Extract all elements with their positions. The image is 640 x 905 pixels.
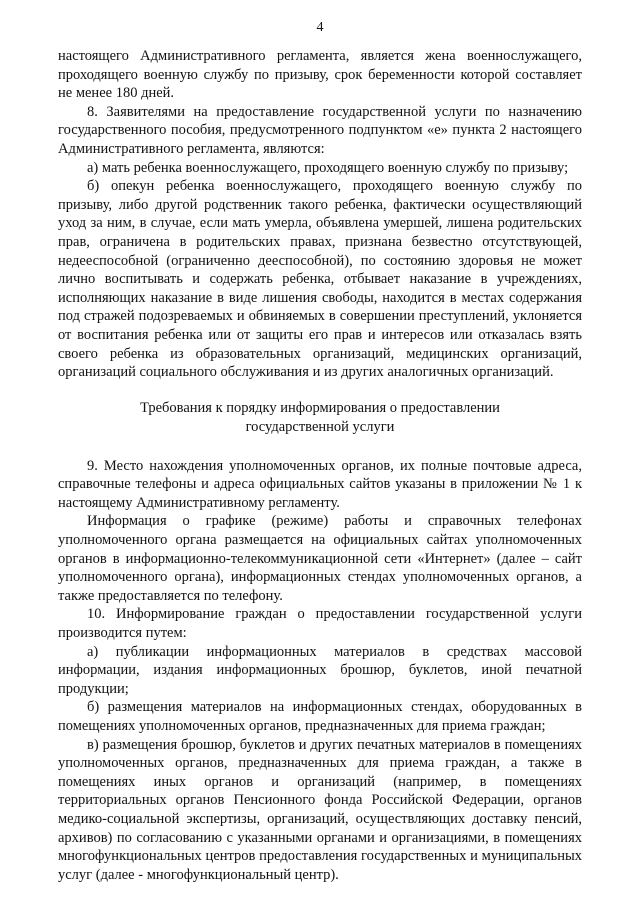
- paragraph-item-8: 8. Заявителями на предоставление государственной услуги по назначению государственного пособия, предусмотренного подпунктом «е» пункта 2 настоящего Административного регламента, являются:: [58, 103, 582, 157]
- page-number: 4: [316, 20, 324, 35]
- paragraph-item-8a: а) мать ребенка военнослужащего, проходящего военную службу по призыву;: [87, 159, 569, 176]
- paragraph-item-10a: а) публикации информационных материалов в средствах массовой информации, издания информационных брошюр, буклетов, иной печатной продукции;: [58, 643, 582, 697]
- document-body: [58, 47, 582, 884]
- paragraph-item-9: 9. Место нахождения уполномоченных органов, их полные почтовые адреса, справочные телефоны и адреса официальных сайтов указаны в приложении № 1 к настоящему Административному регламенту.: [58, 457, 582, 511]
- paragraph-item-10: 10. Информирование граждан о предоставлении государственной услуги производится путем:: [58, 606, 582, 642]
- paragraph-schedule-info: Информация о графике (режиме) работы и справочных телефонах уполномоченного органа размещается на официальных сайтах уполномоченных органов в информационно-телекоммуникационной сети «Интернет» (далее – сайт уполномоченного органа), информационных стендах уполномоченных органов, а также предоставляется по телефону.: [58, 513, 582, 604]
- paragraph-item-10c: в) размещения брошюр, буклетов и других печатных материалов в помещениях уполномоченных органов, предназначенных для приема граждан, а также в помещениях иных органов и организаций (например, в помещениях территориальных органов Пенсионного фонда Российской Федерации, органов медико-социальной экспертизы, организаций, осуществляющих доставку пенсий, архивов) по согласованию с указанными органами и организациями, в помещениях многофункциональных центров предоставления государственных и муниципальных услуг (далее - многофункциональный центр).: [58, 736, 582, 883]
- paragraph-continuation: настоящего Административного регламента, является жена военнослужащего, проходящего военную службу по призыву, срок беременности которой составляет не менее 180 дней.: [58, 48, 582, 102]
- section-heading-line-2: государственной услуги: [245, 418, 395, 435]
- section-heading: [58, 399, 582, 437]
- paragraph-item-8b: б) опекун ребенка военнослужащего, проходящего военную службу по призыву, либо другой родственник такого ребенка, фактически осуществляющий уход за ним, в случае, если мать умерла, объявлена умершей, лишена родительских прав, ограничена в родительских правах, признана безвестно отсутствующей, недееспособной (ограниченно дееспособной), по состоянию здоровья не может лично воспитывать и содержать ребенка, отбывает наказание в учреждениях, исполняющих наказание в виде лишения свободы, находится в местах содержания под стражей подозреваемых и обвиняемых в совершении преступлений, уклоняется от воспитания ребенка или от защиты его прав и интересов или отказалась взять своего ребенка из образовательных организаций, медицинских организаций, организаций социального обслуживания и из других аналогичных организаций.: [58, 178, 582, 381]
- paragraph-item-10b: б) размещения материалов на информационных стендах, оборудованных в помещениях уполномоченных органов, предназначенных для приема граждан;: [58, 699, 582, 734]
- section-heading-line-1: Требования к порядку информирования о предоставлении: [140, 399, 500, 416]
